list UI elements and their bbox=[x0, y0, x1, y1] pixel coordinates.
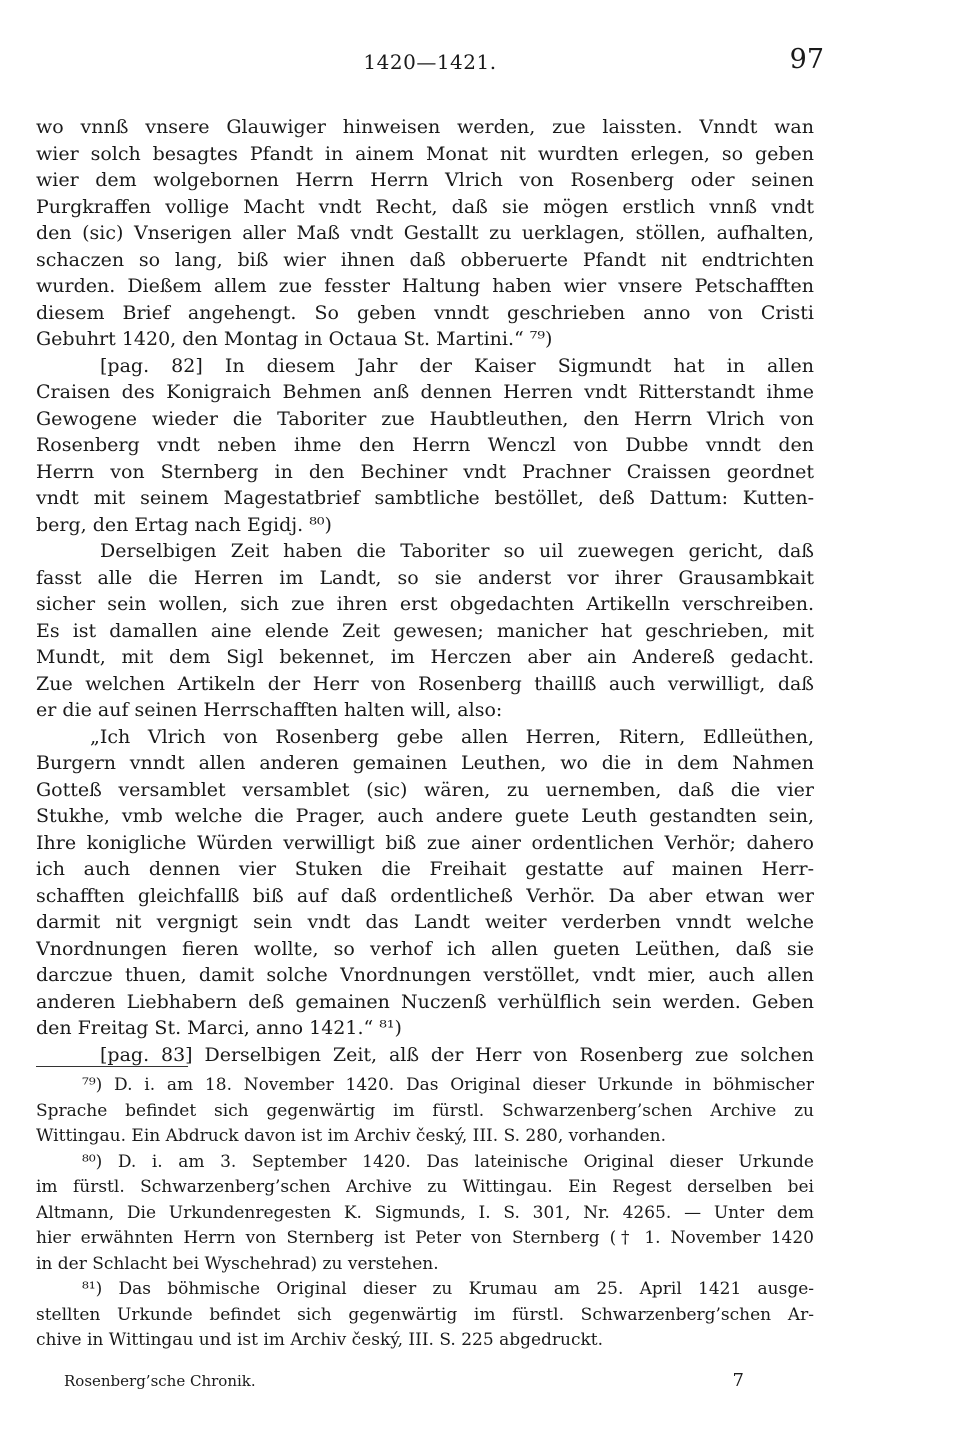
text-line: Derselbigen Zeit haben die Taboriter so uil zuewegen gericht, daß bbox=[100, 540, 814, 562]
page-number: 97 bbox=[789, 44, 824, 75]
text-line: den (sic) Vnserigen aller Maß vndt Gestallt zu uerklagen, stöllen, aufhalten, bbox=[36, 222, 814, 244]
text-line: anderen Liebhabern deß gemainen Nuczenß verhülflich sein werden. Geben bbox=[36, 990, 814, 1013]
text-line: Purgkraffen vollige Macht vndt Recht, daß sie mögen erstlich vnnß vndt bbox=[36, 195, 814, 218]
text-line: Herrn von Sternberg in den Bechiner vndt Prachner Craissen geordnet bbox=[36, 460, 814, 483]
footnote-line: ⁸⁰) D. i. am 3. September 1420. Das lateinische Original dieser Urkunde bbox=[82, 1151, 814, 1172]
footnote-line: Sprache befindet sich gegenwärtig im fürstl. Schwarzenberg’schen Archive zu bbox=[36, 1100, 814, 1121]
text-line: wier dem wolgebornen Herrn Herrn Vlrich von Rosenberg oder seinen bbox=[36, 169, 814, 191]
footnote-line: in der Schlacht bei Wyschehrad) zu verstehen. bbox=[36, 1253, 439, 1274]
footnotes bbox=[36, 1073, 814, 1354]
footnote-line: Wittingau. Ein Abdruck davon ist im Archiv český, III. S. 280, vorhanden. bbox=[36, 1126, 666, 1146]
signature-title: Rosenberg’sche Chronik. bbox=[64, 1372, 256, 1390]
text-line: schaczen so lang, biß wier ihnen daß obberuerte Pfandt nit endtrichten bbox=[36, 248, 814, 271]
text-line: wurden. Dießem allem zue fesster Haltung haben wier vnsere Petschafften bbox=[36, 275, 814, 297]
text-line: Zue welchen Artikeln der Herr von Rosenberg thaillß auch verwilligt, daß bbox=[36, 672, 814, 695]
main-text bbox=[36, 114, 814, 1068]
footnote-line: stellten Urkunde befindet sich gegenwärtig im fürstl. Schwarzenberg’schen Ar- bbox=[36, 1304, 814, 1325]
text-line: ich auch dennen vier Stuken die Freihait gestatte auf mainen Herr- bbox=[36, 858, 814, 880]
text-line: Rosenberg vndt neben ihme den Herrn Wenczl von Dubbe vnndt den bbox=[36, 434, 814, 456]
text-line: berg, den Ertag nach Egidj. ⁸⁰) bbox=[36, 513, 332, 536]
text-line: Gotteß versamblet versamblet (sic) wären, zu uernemben, daß die vier bbox=[36, 778, 814, 801]
text-line: schafften gleichfallß biß auf daß ordentlicheß Verhör. Da aber etwan wer bbox=[36, 884, 814, 907]
footnote-divider bbox=[36, 1066, 188, 1067]
text-line: [pag. 82] In diesem Jahr der Kaiser Sigmundt hat in allen bbox=[100, 354, 814, 377]
text-line: [pag. 83] Derselbigen Zeit, alß der Herr von Rosenberg zue solchen bbox=[100, 1043, 814, 1066]
text-line: Craisen des Konigraich Behmen anß dennen Herren vndt Ritterstandt ihme bbox=[36, 381, 814, 403]
text-line: diesem Brief angehengt. So geben vnndt geschrieben anno von Cristi bbox=[36, 301, 814, 324]
text-line: darmit nit vergnigt sein vndt das Landt weiter verderben vnndt welche bbox=[36, 911, 814, 933]
text-line: Gebuhrt 1420, den Montag in Octaua St. Martini.“ ⁷⁹) bbox=[36, 328, 553, 350]
text-line: Mundt, mit dem Sigl bekennet, im Herczen aber ain Andereß gedacht. bbox=[36, 646, 814, 668]
text-line: darczue thuen, damit solche Vnordnungen verstöllet, vndt mier, auch allen bbox=[36, 964, 814, 986]
footnote-line: im fürstl. Schwarzenberg’schen Archive zu Wittingau. Ein Regest derselben bei bbox=[36, 1177, 814, 1197]
text-line: den Freitag St. Marci, anno 1421.“ ⁸¹) bbox=[36, 1017, 402, 1039]
text-line: vndt mit seinem Magestatbrief sambtliche bestöllet, deß Dattum: Kutten- bbox=[36, 487, 814, 509]
running-header bbox=[36, 44, 824, 84]
footnote-line: hier erwähnten Herrn von Sternberg ist Peter von Sternberg († 1. November 1420 bbox=[36, 1228, 814, 1248]
text-line: Gewogene wieder die Taboriter zue Haubtleuthen, den Herrn Vlrich von bbox=[36, 407, 814, 430]
signature-footer bbox=[64, 1372, 744, 1398]
text-line: Stukhe, vmb welche die Prager, auch andere guete Leuth gestandten sein, bbox=[36, 805, 814, 827]
text-line: Es ist damallen aine elende Zeit gewesen; manicher hat geschrieben, mit bbox=[36, 619, 814, 642]
text-line: wier solch besagtes Pfandt in ainem Monat nit wurdten erlegen, so geben bbox=[36, 142, 814, 165]
footnote-line: ⁷⁹) D. i. am 18. November 1420. Das Original dieser Urkunde in böhmischer bbox=[82, 1075, 814, 1095]
text-line: er die auf seinen Herrschafften halten will, also: bbox=[36, 699, 503, 721]
footnote-line: Altmann, Die Urkundenregesten K. Sigmunds, I. S. 301, Nr. 4265. — Unter dem bbox=[36, 1202, 814, 1223]
text-line: sicher sein wollen, sich zue ihren erst obgedachten Artikelln verschreiben. bbox=[36, 593, 814, 615]
text-line: „Ich Vlrich von Rosenberg gebe allen Herren, Ritern, Edlleüthen, bbox=[90, 725, 814, 748]
text-line: wo vnnß vnsere Glauwiger hinweisen werden, zue laissten. Vnndt wan bbox=[36, 116, 814, 138]
footnote-line: ⁸¹) Das böhmische Original dieser zu Krumau am 25. April 1421 ausge- bbox=[82, 1279, 814, 1299]
signature-mark: 7 bbox=[732, 1370, 744, 1391]
text-line: Vnordnungen fieren wollte, so verhof ich allen gueten Leüthen, daß sie bbox=[36, 937, 814, 960]
year-range: 1420—1421. bbox=[363, 50, 497, 74]
text-line: Burgern vnndt allen anderen gemainen Leuthen, wo die in dem Nahmen bbox=[36, 752, 814, 774]
text-line: fasst alle die Herren im Landt, so sie anderst vor ihrer Grausambkait bbox=[36, 566, 814, 589]
footnote-line: chive in Wittingau und ist im Archiv český, III. S. 225 abgedruckt. bbox=[36, 1330, 604, 1350]
text-line: Ihre konigliche Würden verwilligt biß zue ainer ordentlichen Verhör; dahero bbox=[36, 831, 814, 854]
